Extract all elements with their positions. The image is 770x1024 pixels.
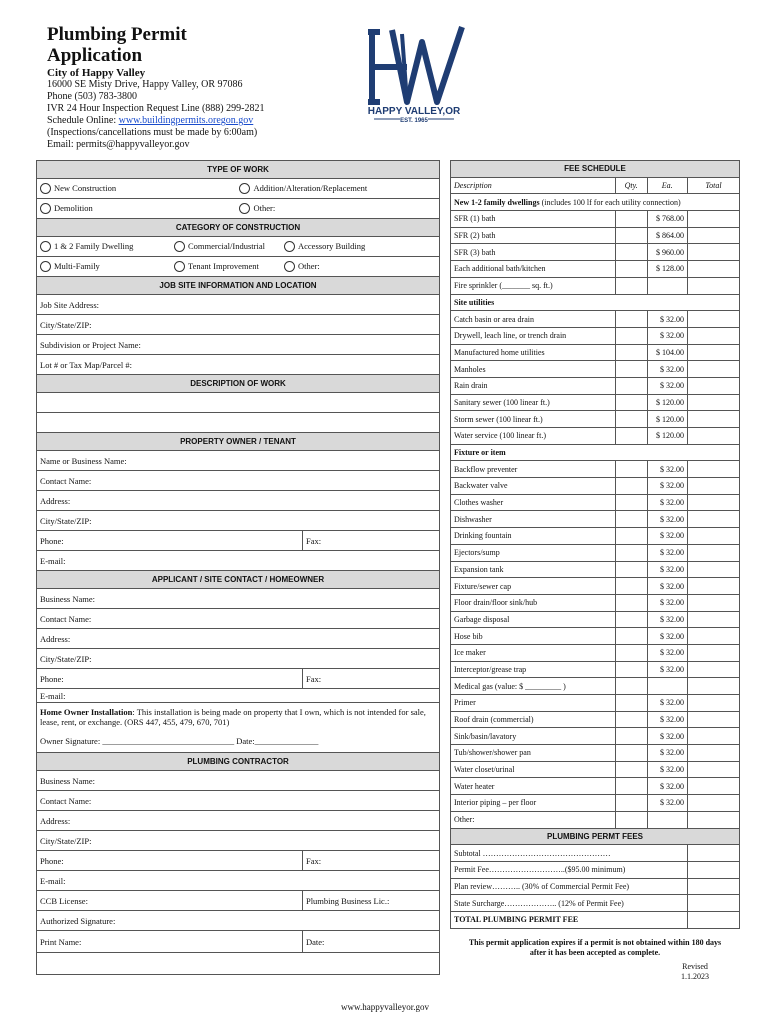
fee-row <box>451 561 740 578</box>
fee-item-each: $ 32.00 <box>647 778 687 795</box>
fee-row <box>451 644 740 661</box>
fee-item-qty[interactable] <box>615 678 647 695</box>
fee-item-each: $ 32.00 <box>647 611 687 628</box>
fee-item-total[interactable] <box>687 644 739 661</box>
owner-contact-field[interactable]: Contact Name: <box>37 471 440 491</box>
fee-item-description: Water heater <box>451 778 616 795</box>
fee-item-each <box>647 277 687 294</box>
contractor-address-field[interactable]: Address: <box>37 811 440 831</box>
state-surcharge-value[interactable] <box>687 895 739 912</box>
fee-item-total[interactable] <box>687 661 739 678</box>
fee-row <box>451 277 740 294</box>
fee-item-total[interactable] <box>687 227 739 244</box>
fee-item-description: Expansion tank <box>451 561 616 578</box>
fee-item-description: Catch basin or area drain <box>451 311 616 328</box>
expiration-notice <box>450 938 740 958</box>
fee-item-each: $ 128.00 <box>647 261 687 278</box>
fee-item-qty[interactable] <box>615 344 647 361</box>
col-ea: Ea. <box>647 177 687 194</box>
fee-item-description: Interceptor/grease trap <box>451 661 616 678</box>
owner-city-field[interactable]: City/State/ZIP: <box>37 511 440 531</box>
description-line-1[interactable] <box>37 393 440 413</box>
owner-address-field[interactable]: Address: <box>37 491 440 511</box>
fee-item-total[interactable] <box>687 728 739 745</box>
fee-item-each: $ 32.00 <box>647 561 687 578</box>
fee-item-each: $ 32.00 <box>647 311 687 328</box>
fee-item-total[interactable] <box>687 411 739 428</box>
fee-item-qty[interactable] <box>615 695 647 712</box>
owner-heading: PROPERTY OWNER / TENANT <box>37 433 440 451</box>
fee-item-description: Each additional bath/kitchen <box>451 261 616 278</box>
fee-item-each: $ 32.00 <box>647 578 687 595</box>
job-site-address-field[interactable]: Job Site Address: <box>37 295 440 315</box>
fee-item-qty[interactable] <box>615 761 647 778</box>
fee-row <box>451 778 740 795</box>
opt-label: New Construction <box>54 182 117 193</box>
fee-item-description: Fixture/sewer cap <box>451 578 616 595</box>
permit-fees-heading: PLUMBING PERMT FEES <box>451 828 740 845</box>
revised-value: 1.1.2023 <box>681 972 709 981</box>
fee-item-total[interactable] <box>687 211 739 228</box>
fee-item-total[interactable] <box>687 361 739 378</box>
fee-item-description: Roof drain (commercial) <box>451 711 616 728</box>
fee-item-description: Backwater valve <box>451 478 616 495</box>
job-site-heading: JOB SITE INFORMATION AND LOCATION <box>37 277 440 295</box>
print-name-field[interactable]: Print Name: <box>37 931 303 953</box>
fee-item-qty[interactable] <box>615 511 647 528</box>
fee-item-description: Medical gas (value: $ _________ ) <box>451 678 616 695</box>
fee-item-qty[interactable] <box>615 428 647 445</box>
col-total: Total <box>687 177 739 194</box>
opt-addition[interactable] <box>253 179 439 199</box>
fee-item-description: Ejectors/sump <box>451 544 616 561</box>
fee-item-description: Fire sprinkler (_______ sq. ft.) <box>451 277 616 294</box>
fee-row <box>451 528 740 545</box>
fee-item-qty[interactable] <box>615 528 647 545</box>
fee-item-total[interactable] <box>687 511 739 528</box>
fee-item-each: $ 32.00 <box>647 377 687 394</box>
applicant-city-field[interactable]: City/State/ZIP: <box>37 649 440 669</box>
fee-row <box>451 594 740 611</box>
fee-item-each: $ 120.00 <box>647 394 687 411</box>
revised-date <box>650 962 740 982</box>
new-12-rest: (includes 100 lf for each utility connection) <box>539 197 681 207</box>
fee-item-description: SFR (3) bath <box>451 244 616 261</box>
fee-row <box>451 244 740 261</box>
fee-item-description: Tub/shower/shower pan <box>451 745 616 762</box>
fee-row <box>451 261 740 278</box>
total-fee-value[interactable] <box>687 911 739 928</box>
logo-est: EST. 1965 <box>400 118 428 124</box>
fee-row <box>451 761 740 778</box>
hoi-text: : This installation is being made on property that I own, which is not intended for sale, lease, rent, or exchange. (ORS 447, 455, 479, 670, 701) <box>40 706 426 727</box>
left-form-table <box>36 160 440 975</box>
fee-item-total[interactable] <box>687 811 739 828</box>
opt-label: Accessory Building <box>298 240 366 251</box>
radio-icon[interactable] <box>174 241 185 252</box>
fee-schedule-table <box>450 160 740 929</box>
category-row-2 <box>37 257 440 277</box>
fee-item-each: $ 864.00 <box>647 227 687 244</box>
fee-item-qty[interactable] <box>615 711 647 728</box>
fee-schedule-heading: FEE SCHEDULE <box>451 161 740 178</box>
fee-row <box>451 661 740 678</box>
fee-item-each: $ 960.00 <box>647 244 687 261</box>
fee-row <box>451 227 740 244</box>
category-heading: CATEGORY OF CONSTRUCTION <box>37 219 440 237</box>
city-name: City of Happy Valley <box>47 67 146 79</box>
fee-item-total[interactable] <box>687 544 739 561</box>
fee-item-qty[interactable] <box>615 377 647 394</box>
fee-item-total[interactable] <box>687 494 739 511</box>
fee-row <box>451 678 740 695</box>
permit-fee-value[interactable] <box>687 861 739 878</box>
fee-item-each: $ 32.00 <box>647 327 687 344</box>
fee-item-total[interactable] <box>687 428 739 445</box>
fee-item-description: Manufactured home utilities <box>451 344 616 361</box>
subdivision-field[interactable]: Subdivision or Project Name: <box>37 335 440 355</box>
fee-item-each: $ 32.00 <box>647 478 687 495</box>
blank-bottom-row <box>37 953 440 975</box>
fee-item-each: $ 32.00 <box>647 761 687 778</box>
radio-icon[interactable] <box>40 183 51 194</box>
fee-item-qty[interactable] <box>615 728 647 745</box>
applicant-fax-field[interactable]: Fax: <box>302 669 439 689</box>
fee-item-each: $ 32.00 <box>647 644 687 661</box>
fee-item-each: $ 32.00 <box>647 544 687 561</box>
lot-field[interactable]: Lot # or Tax Map/Parcel #: <box>37 355 440 375</box>
fee-item-each: $ 32.00 <box>647 695 687 712</box>
fee-item-qty[interactable] <box>615 227 647 244</box>
fee-item-each: $ 32.00 <box>647 628 687 645</box>
fee-item-qty[interactable] <box>615 244 647 261</box>
fee-row <box>451 544 740 561</box>
ivr-line: IVR 24 Hour Inspection Request Line (888) 299-2821 <box>47 103 265 114</box>
fee-row <box>451 344 740 361</box>
city-address: 16000 SE Misty Drive, Happy Valley, OR 97086 <box>47 79 243 90</box>
fee-item-description: Sanitary sewer (100 linear ft.) <box>451 394 616 411</box>
title-line-2: Application <box>47 45 143 66</box>
new-12-family-row <box>451 194 740 211</box>
fee-item-total[interactable] <box>687 311 739 328</box>
fee-item-qty[interactable] <box>615 411 647 428</box>
fee-row <box>451 428 740 445</box>
fee-item-qty[interactable] <box>615 594 647 611</box>
fee-item-description: Primer <box>451 695 616 712</box>
fee-schedule-column <box>450 160 740 929</box>
fee-item-qty[interactable] <box>615 311 647 328</box>
home-owner-installation <box>37 703 440 731</box>
fee-item-qty[interactable] <box>615 461 647 478</box>
expire-line-1: This permit application expires if a permit is not obtained within 180 days <box>468 938 722 947</box>
fee-item-total[interactable] <box>687 394 739 411</box>
contractor-heading: PLUMBING CONTRACTOR <box>37 753 440 771</box>
fee-item-description: Water service (100 linear ft.) <box>451 428 616 445</box>
contractor-business-field[interactable]: Business Name: <box>37 771 440 791</box>
fee-item-each: $ 32.00 <box>647 661 687 678</box>
schedule-online <box>47 115 264 127</box>
description-heading: DESCRIPTION OF WORK <box>37 375 440 393</box>
opt-commercial[interactable] <box>174 241 284 253</box>
opt-label: Multi-Family <box>54 260 100 271</box>
fee-item-qty[interactable] <box>615 494 647 511</box>
fee-item-qty[interactable] <box>615 745 647 762</box>
fee-item-total[interactable] <box>687 678 739 695</box>
happy-valley-logo <box>362 22 467 124</box>
job-site-city-field[interactable]: City/State/ZIP: <box>37 315 440 335</box>
fee-item-qty[interactable] <box>615 211 647 228</box>
category-row-1 <box>37 237 440 257</box>
fee-item-total[interactable] <box>687 461 739 478</box>
opt-label: Addition/Alteration/Replacement <box>253 182 368 193</box>
fee-item-qty[interactable] <box>615 327 647 344</box>
opt-label: Demolition <box>54 202 93 213</box>
fee-item-each: $ 768.00 <box>647 211 687 228</box>
fee-item-total[interactable] <box>687 578 739 595</box>
fee-item-description: Drywell, leach line, or trench drain <box>451 327 616 344</box>
fee-item-description: Water closet/urinal <box>451 761 616 778</box>
fee-item-description: Ice maker <box>451 644 616 661</box>
fee-item-total[interactable] <box>687 795 739 812</box>
fee-item-each: $ 32.00 <box>647 511 687 528</box>
fee-item-each: $ 32.00 <box>647 461 687 478</box>
fee-item-total[interactable] <box>687 528 739 545</box>
owner-fax-field[interactable]: Fax: <box>302 531 439 551</box>
fee-row <box>451 628 740 645</box>
fee-item-description: Floor drain/floor sink/hub <box>451 594 616 611</box>
radio-icon[interactable] <box>40 261 51 272</box>
fee-item-description: Rain drain <box>451 377 616 394</box>
fee-item-qty[interactable] <box>615 611 647 628</box>
plan-review-row: Plan review……….. (30% of Commercial Permit Fee) <box>451 878 688 895</box>
fee-row <box>451 745 740 762</box>
opt-label: 1 & 2 Family Dwelling <box>54 240 134 251</box>
fee-item-qty[interactable] <box>615 544 647 561</box>
fee-item-each: $ 120.00 <box>647 428 687 445</box>
fee-item-qty[interactable] <box>615 361 647 378</box>
fee-item-each: $ 104.00 <box>647 344 687 361</box>
radio-icon[interactable] <box>284 261 295 272</box>
fee-item-description: Interior piping – per floor <box>451 795 616 812</box>
fee-item-qty[interactable] <box>615 628 647 645</box>
title-line-1: Plumbing Permit <box>47 24 187 45</box>
fee-item-qty[interactable] <box>615 644 647 661</box>
fee-row <box>451 695 740 712</box>
fee-item-each: $ 32.00 <box>647 494 687 511</box>
fee-row <box>451 511 740 528</box>
owner-phone-field[interactable]: Phone: <box>37 531 303 551</box>
fee-item-qty[interactable] <box>615 478 647 495</box>
fee-item-qty[interactable] <box>615 578 647 595</box>
subtotal-value[interactable] <box>687 845 739 862</box>
fee-item-each: $ 32.00 <box>647 361 687 378</box>
owner-email-field[interactable]: E-mail: <box>37 551 440 571</box>
footer-website: www.happyvalleyor.gov <box>341 1002 429 1012</box>
fee-item-description: Storm sewer (100 linear ft.) <box>451 411 616 428</box>
fee-item-description: SFR (2) bath <box>451 227 616 244</box>
fee-item-each: $ 32.00 <box>647 711 687 728</box>
fee-item-total[interactable] <box>687 561 739 578</box>
fee-item-each: $ 120.00 <box>647 411 687 428</box>
radio-icon[interactable] <box>174 261 185 272</box>
fee-item-total[interactable] <box>687 628 739 645</box>
schedule-prefix: Schedule Online: <box>47 115 119 126</box>
fee-row <box>451 411 740 428</box>
fee-item-qty[interactable] <box>615 261 647 278</box>
fee-item-each <box>647 678 687 695</box>
logo-graphic <box>362 22 467 124</box>
fee-row <box>451 394 740 411</box>
fee-item-qty[interactable] <box>615 811 647 828</box>
state-surcharge-row: State Surcharge……………….. (12% of Permit Fee) <box>451 895 688 912</box>
fee-item-total[interactable] <box>687 244 739 261</box>
fee-row <box>451 578 740 595</box>
applicant-business-field[interactable]: Business Name: <box>37 589 440 609</box>
type-of-work-heading: TYPE OF WORK <box>37 161 440 179</box>
opt-one-two-family[interactable] <box>40 241 174 253</box>
description-line-2[interactable] <box>37 413 440 433</box>
opt-label: Tenant Improvement <box>188 260 259 271</box>
applicant-address-field[interactable]: Address: <box>37 629 440 649</box>
fee-row <box>451 811 740 828</box>
fee-item-qty[interactable] <box>615 778 647 795</box>
fee-item-each: $ 32.00 <box>647 745 687 762</box>
opt-label: Other: <box>253 202 276 213</box>
plan-review-value[interactable] <box>687 878 739 895</box>
opt-other-work[interactable] <box>253 199 439 219</box>
fee-row <box>451 728 740 745</box>
fee-item-total[interactable] <box>687 761 739 778</box>
contractor-fax-field[interactable]: Fax: <box>302 851 439 871</box>
email-line: Email: permits@happyvalleyor.gov <box>47 139 190 150</box>
applicant-email-field[interactable]: E-mail: <box>37 689 440 703</box>
fee-item-description: SFR (1) bath <box>451 211 616 228</box>
radio-icon[interactable] <box>40 203 51 214</box>
fee-row <box>451 478 740 495</box>
applicant-contact-field[interactable]: Contact Name: <box>37 609 440 629</box>
fee-item-each: $ 32.00 <box>647 795 687 812</box>
contractor-date-field[interactable]: Date: <box>302 931 439 953</box>
header-contact-info <box>47 67 264 151</box>
fee-item-total[interactable] <box>687 695 739 712</box>
fee-item-total[interactable] <box>687 778 739 795</box>
permit-fee-row: Permit Fee………………………..($95.00 minimum) <box>451 861 688 878</box>
fee-item-each: $ 32.00 <box>647 728 687 745</box>
cancellation-note: (Inspections/cancellations must be made by 6:00am) <box>47 127 258 138</box>
hoi-label: Home Owner Installation <box>40 706 133 717</box>
applicant-phone-field[interactable]: Phone: <box>37 669 303 689</box>
applicant-heading: APPLICANT / SITE CONTACT / HOMEOWNER <box>37 571 440 589</box>
owner-signature-field[interactable]: Owner Signature: _______________________________ Date:_______________ <box>37 731 440 753</box>
fee-row <box>451 311 740 328</box>
fee-item-each: $ 32.00 <box>647 594 687 611</box>
opt-label: Other: <box>298 260 320 271</box>
fee-item-description: Garbage disposal <box>451 611 616 628</box>
fee-item-total[interactable] <box>687 327 739 344</box>
fee-row <box>451 795 740 812</box>
fee-item-total[interactable] <box>687 261 739 278</box>
fee-item-total[interactable] <box>687 344 739 361</box>
ccb-license-field[interactable]: CCB License: <box>37 891 303 911</box>
fee-item-each <box>647 811 687 828</box>
subtotal-row: Subtotal ………………………………………… <box>451 845 688 862</box>
fee-item-description: Other: <box>451 811 616 828</box>
contractor-email-field[interactable]: E-mail: <box>37 871 440 891</box>
new-12-bold: New 1-2 family dwellings <box>454 197 540 207</box>
owner-name-field[interactable]: Name or Business Name: <box>37 451 440 471</box>
opt-accessory[interactable] <box>284 241 365 251</box>
fee-item-description: Sink/basin/lavatory <box>451 728 616 745</box>
fee-item-each: $ 32.00 <box>647 528 687 545</box>
fee-item-qty[interactable] <box>615 795 647 812</box>
logo-name: HAPPY VALLEY,OR <box>367 106 461 117</box>
radio-icon[interactable] <box>284 241 295 252</box>
contractor-city-field[interactable]: City/State/ZIP: <box>37 831 440 851</box>
fee-item-total[interactable] <box>687 711 739 728</box>
fee-item-total[interactable] <box>687 478 739 495</box>
fee-row <box>451 361 740 378</box>
fee-row <box>451 494 740 511</box>
radio-icon[interactable] <box>40 241 51 252</box>
site-utilities-heading: Site utilities <box>451 294 740 311</box>
revised-label: Revised <box>682 962 708 971</box>
authorized-signature-field[interactable]: Authorized Signature: <box>37 911 440 931</box>
fee-item-total[interactable] <box>687 611 739 628</box>
opt-tenant-improvement[interactable] <box>174 261 284 273</box>
fee-item-qty[interactable] <box>615 277 647 294</box>
contractor-contact-field[interactable]: Contact Name: <box>37 791 440 811</box>
fee-item-description: Drinking fountain <box>451 528 616 545</box>
schedule-link[interactable]: www.buildingpermits.oregon.gov <box>118 115 254 126</box>
fee-row <box>451 377 740 394</box>
fee-item-description: Manholes <box>451 361 616 378</box>
opt-other-category[interactable] <box>284 261 320 271</box>
fee-row <box>451 711 740 728</box>
col-description: Description <box>451 177 616 194</box>
fee-row <box>451 211 740 228</box>
fee-row <box>451 611 740 628</box>
left-form-column <box>36 160 440 975</box>
fee-item-total[interactable] <box>687 377 739 394</box>
fee-item-description: Dishwasher <box>451 511 616 528</box>
fee-item-description: Hose bib <box>451 628 616 645</box>
opt-multi-family[interactable] <box>40 261 174 273</box>
contractor-phone-field[interactable]: Phone: <box>37 851 303 871</box>
fee-item-total[interactable] <box>687 745 739 762</box>
fee-row <box>451 461 740 478</box>
opt-label: Commercial/Industrial <box>188 240 265 251</box>
fee-item-description: Backflow preventer <box>451 461 616 478</box>
page-title <box>47 24 187 66</box>
city-phone: Phone (503) 783-3800 <box>47 91 137 102</box>
plumbing-business-lic-field[interactable]: Plumbing Business Lic.: <box>302 891 439 911</box>
fee-row <box>451 327 740 344</box>
fee-item-total[interactable] <box>687 594 739 611</box>
fee-item-total[interactable] <box>687 277 739 294</box>
fee-item-qty[interactable] <box>615 394 647 411</box>
fixture-item-heading: Fixture or item <box>451 444 740 461</box>
fee-item-qty[interactable] <box>615 561 647 578</box>
col-qty: Qty. <box>615 177 647 194</box>
expire-line-2: after it has been accepted as complete. <box>529 948 661 957</box>
fee-item-qty[interactable] <box>615 661 647 678</box>
fee-item-description: Clothes washer <box>451 494 616 511</box>
total-fee-row: TOTAL PLUMBING PERMIT FEE <box>451 911 688 928</box>
